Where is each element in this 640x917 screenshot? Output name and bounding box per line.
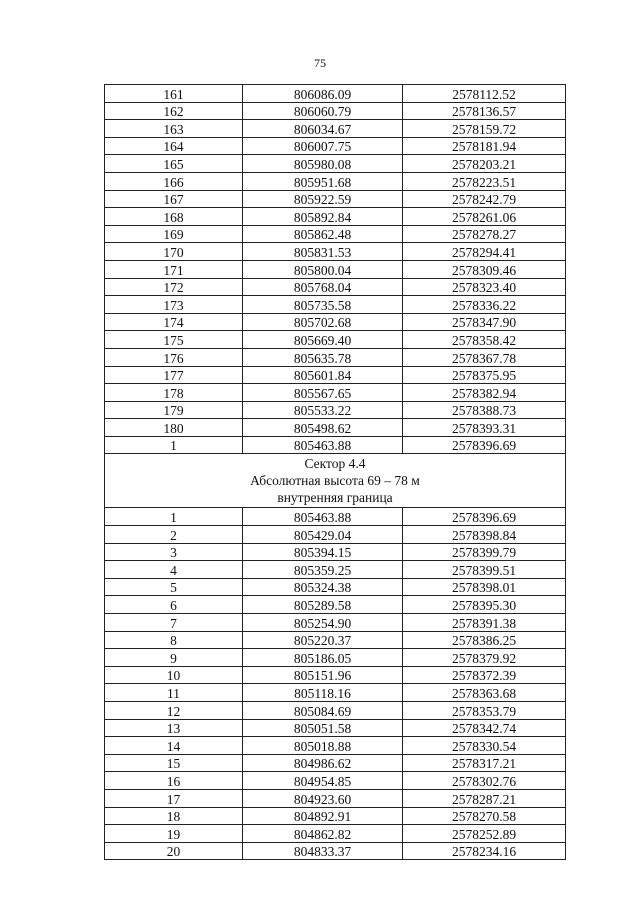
table-row [105, 384, 566, 402]
x-coordinate-cell: 804986.62 [243, 754, 403, 772]
table-row [105, 278, 566, 296]
x-coordinate-cell: 805862.48 [243, 225, 403, 243]
x-coordinate-cell: 805735.58 [243, 296, 403, 314]
point-number-cell: 16 [105, 772, 243, 790]
point-number-cell: 17 [105, 789, 243, 807]
y-coordinate-cell: 2578223.51 [403, 172, 566, 190]
y-coordinate-cell: 2578398.84 [403, 526, 566, 544]
y-coordinate-cell: 2578278.27 [403, 225, 566, 243]
section-title: Сектор 4.4 [304, 456, 366, 472]
point-number-cell: 174 [105, 313, 243, 331]
y-coordinate-cell: 2578363.68 [403, 684, 566, 702]
point-number-cell: 175 [105, 331, 243, 349]
x-coordinate-cell: 805498.62 [243, 419, 403, 437]
y-coordinate-cell: 2578252.89 [403, 825, 566, 843]
point-number-cell: 3 [105, 543, 243, 561]
table-row [105, 190, 566, 208]
table-row [105, 737, 566, 755]
point-number-cell: 167 [105, 190, 243, 208]
point-number-cell: 18 [105, 807, 243, 825]
table-row [105, 419, 566, 437]
y-coordinate-cell: 2578386.25 [403, 631, 566, 649]
y-coordinate-cell: 2578398.01 [403, 578, 566, 596]
point-number-cell: 1 [105, 436, 243, 454]
x-coordinate-cell: 805567.65 [243, 384, 403, 402]
table-row [105, 631, 566, 649]
point-number-cell: 176 [105, 348, 243, 366]
section-header-row [105, 454, 566, 508]
point-number-cell: 10 [105, 666, 243, 684]
point-number-cell: 15 [105, 754, 243, 772]
point-number-cell: 8 [105, 631, 243, 649]
table-row [105, 137, 566, 155]
x-coordinate-cell: 806034.67 [243, 120, 403, 138]
point-number-cell: 177 [105, 366, 243, 384]
table-row [105, 260, 566, 278]
x-coordinate-cell: 805018.88 [243, 737, 403, 755]
table-row [105, 807, 566, 825]
coordinates-block-2 [105, 508, 566, 860]
x-coordinate-cell: 804833.37 [243, 842, 403, 860]
x-coordinate-cell: 805463.88 [243, 436, 403, 454]
section-altitude: Абсолютная высота 69 – 78 м [250, 473, 420, 489]
y-coordinate-cell: 2578330.54 [403, 737, 566, 755]
point-number-cell: 19 [105, 825, 243, 843]
point-number-cell: 4 [105, 561, 243, 579]
point-number-cell: 164 [105, 137, 243, 155]
x-coordinate-cell: 805831.53 [243, 243, 403, 261]
y-coordinate-cell: 2578294.41 [403, 243, 566, 261]
point-number-cell: 172 [105, 278, 243, 296]
y-coordinate-cell: 2578302.76 [403, 772, 566, 790]
point-number-cell: 12 [105, 702, 243, 720]
point-number-cell: 168 [105, 208, 243, 226]
y-coordinate-cell: 2578270.58 [403, 807, 566, 825]
table-row [105, 120, 566, 138]
table-row [105, 348, 566, 366]
table-row [105, 85, 566, 103]
x-coordinate-cell: 805220.37 [243, 631, 403, 649]
x-coordinate-cell: 805768.04 [243, 278, 403, 296]
point-number-cell: 180 [105, 419, 243, 437]
y-coordinate-cell: 2578379.92 [403, 649, 566, 667]
point-number-cell: 11 [105, 684, 243, 702]
x-coordinate-cell: 805702.68 [243, 313, 403, 331]
y-coordinate-cell: 2578396.69 [403, 508, 566, 526]
y-coordinate-cell: 2578181.94 [403, 137, 566, 155]
x-coordinate-cell: 805359.25 [243, 561, 403, 579]
table-row [105, 596, 566, 614]
y-coordinate-cell: 2578399.79 [403, 543, 566, 561]
y-coordinate-cell: 2578393.31 [403, 419, 566, 437]
table-row [105, 366, 566, 384]
point-number-cell: 161 [105, 85, 243, 103]
y-coordinate-cell: 2578399.51 [403, 561, 566, 579]
point-number-cell: 6 [105, 596, 243, 614]
y-coordinate-cell: 2578317.21 [403, 754, 566, 772]
point-number-cell: 170 [105, 243, 243, 261]
y-coordinate-cell: 2578342.74 [403, 719, 566, 737]
point-number-cell: 2 [105, 526, 243, 544]
section-header-block [105, 454, 566, 508]
table-row [105, 526, 566, 544]
y-coordinate-cell: 2578375.95 [403, 366, 566, 384]
point-number-cell: 169 [105, 225, 243, 243]
table-row [105, 436, 566, 454]
table-row [105, 772, 566, 790]
y-coordinate-cell: 2578261.06 [403, 208, 566, 226]
x-coordinate-cell: 805289.58 [243, 596, 403, 614]
x-coordinate-cell: 805980.08 [243, 155, 403, 173]
coordinates-table [104, 84, 566, 860]
point-number-cell: 7 [105, 614, 243, 632]
x-coordinate-cell: 805463.88 [243, 508, 403, 526]
table-row [105, 666, 566, 684]
x-coordinate-cell: 805892.84 [243, 208, 403, 226]
x-coordinate-cell: 805635.78 [243, 348, 403, 366]
x-coordinate-cell: 805394.15 [243, 543, 403, 561]
point-number-cell: 166 [105, 172, 243, 190]
x-coordinate-cell: 805051.58 [243, 719, 403, 737]
y-coordinate-cell: 2578336.22 [403, 296, 566, 314]
table-row [105, 578, 566, 596]
x-coordinate-cell: 806060.79 [243, 102, 403, 120]
x-coordinate-cell: 804892.91 [243, 807, 403, 825]
x-coordinate-cell: 805429.04 [243, 526, 403, 544]
point-number-cell: 178 [105, 384, 243, 402]
x-coordinate-cell: 805601.84 [243, 366, 403, 384]
table-row [105, 102, 566, 120]
table-row [105, 789, 566, 807]
point-number-cell: 14 [105, 737, 243, 755]
section-boundary: внутренняя граница [277, 490, 393, 506]
y-coordinate-cell: 2578112.52 [403, 85, 566, 103]
point-number-cell: 179 [105, 401, 243, 419]
point-number-cell: 1 [105, 508, 243, 526]
y-coordinate-cell: 2578136.57 [403, 102, 566, 120]
table-row [105, 719, 566, 737]
point-number-cell: 13 [105, 719, 243, 737]
x-coordinate-cell: 805951.68 [243, 172, 403, 190]
table-row [105, 296, 566, 314]
x-coordinate-cell: 804954.85 [243, 772, 403, 790]
y-coordinate-cell: 2578234.16 [403, 842, 566, 860]
y-coordinate-cell: 2578347.90 [403, 313, 566, 331]
table-row [105, 225, 566, 243]
y-coordinate-cell: 2578358.42 [403, 331, 566, 349]
x-coordinate-cell: 805084.69 [243, 702, 403, 720]
y-coordinate-cell: 2578367.78 [403, 348, 566, 366]
y-coordinate-cell: 2578287.21 [403, 789, 566, 807]
point-number-cell: 165 [105, 155, 243, 173]
point-number-cell: 162 [105, 102, 243, 120]
y-coordinate-cell: 2578323.40 [403, 278, 566, 296]
x-coordinate-cell: 804923.60 [243, 789, 403, 807]
y-coordinate-cell: 2578242.79 [403, 190, 566, 208]
point-number-cell: 20 [105, 842, 243, 860]
page-number: 75 [314, 56, 326, 70]
table-row [105, 825, 566, 843]
y-coordinate-cell: 2578391.38 [403, 614, 566, 632]
x-coordinate-cell: 806086.09 [243, 85, 403, 103]
x-coordinate-cell: 805922.59 [243, 190, 403, 208]
table-row [105, 684, 566, 702]
table-row [105, 614, 566, 632]
table-row [105, 313, 566, 331]
point-number-cell: 163 [105, 120, 243, 138]
x-coordinate-cell: 805254.90 [243, 614, 403, 632]
x-coordinate-cell: 805324.38 [243, 578, 403, 596]
table-row [105, 842, 566, 860]
x-coordinate-cell: 805186.05 [243, 649, 403, 667]
table-row [105, 208, 566, 226]
y-coordinate-cell: 2578159.72 [403, 120, 566, 138]
x-coordinate-cell: 805118.16 [243, 684, 403, 702]
table-row [105, 243, 566, 261]
y-coordinate-cell: 2578388.73 [403, 401, 566, 419]
table-row [105, 401, 566, 419]
x-coordinate-cell: 805800.04 [243, 260, 403, 278]
y-coordinate-cell: 2578203.21 [403, 155, 566, 173]
point-number-cell: 5 [105, 578, 243, 596]
x-coordinate-cell: 805533.22 [243, 401, 403, 419]
y-coordinate-cell: 2578372.39 [403, 666, 566, 684]
coordinates-block-1 [105, 85, 566, 454]
y-coordinate-cell: 2578395.30 [403, 596, 566, 614]
table-row [105, 561, 566, 579]
section-header-cell [105, 454, 566, 508]
table-row [105, 543, 566, 561]
y-coordinate-cell: 2578309.46 [403, 260, 566, 278]
x-coordinate-cell: 805669.40 [243, 331, 403, 349]
table-row [105, 649, 566, 667]
y-coordinate-cell: 2578353.79 [403, 702, 566, 720]
point-number-cell: 171 [105, 260, 243, 278]
table-row [105, 702, 566, 720]
point-number-cell: 173 [105, 296, 243, 314]
x-coordinate-cell: 804862.82 [243, 825, 403, 843]
table-row [105, 331, 566, 349]
y-coordinate-cell: 2578382.94 [403, 384, 566, 402]
table-row [105, 155, 566, 173]
table-row [105, 172, 566, 190]
table-row [105, 508, 566, 526]
x-coordinate-cell: 806007.75 [243, 137, 403, 155]
point-number-cell: 9 [105, 649, 243, 667]
y-coordinate-cell: 2578396.69 [403, 436, 566, 454]
table-row [105, 754, 566, 772]
x-coordinate-cell: 805151.96 [243, 666, 403, 684]
